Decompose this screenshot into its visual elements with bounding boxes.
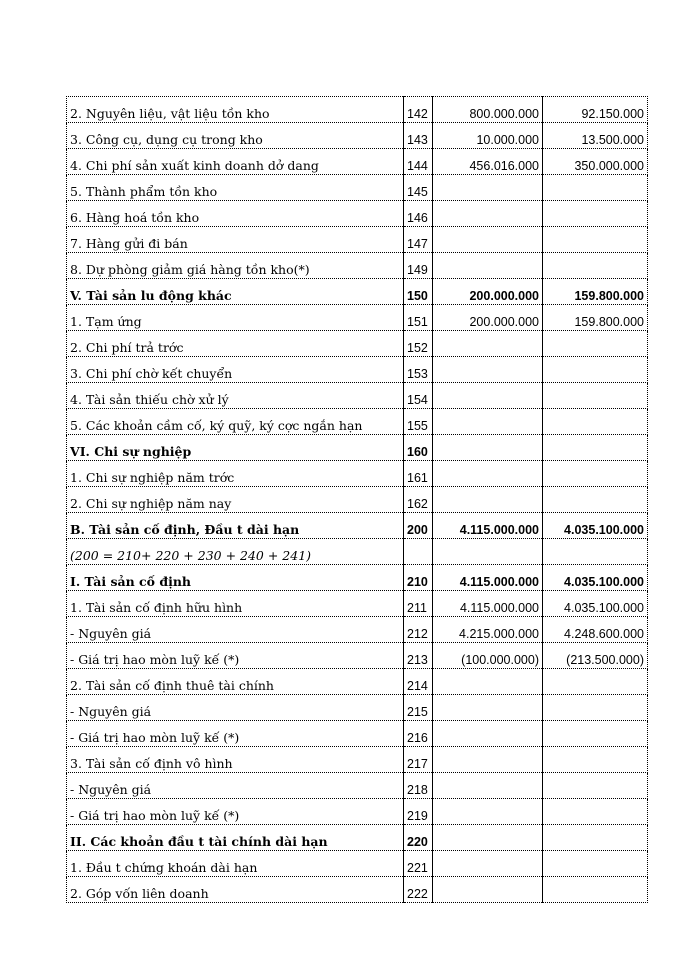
value-current-cell: 10.000.000 (433, 123, 543, 149)
item-name-cell: 3. Chi phí chờ kết chuyển (67, 357, 404, 383)
item-name-cell: 5. Thành phẩm tồn kho (67, 175, 404, 201)
value-current-cell (433, 825, 543, 851)
item-name-cell: - Giá trị hao mòn luỹ kế (*) (67, 721, 404, 747)
table-row (67, 877, 648, 903)
item-name-cell: 1. Chi sự nghiệp năm trớc (67, 461, 404, 487)
value-previous-cell (543, 487, 648, 513)
item-code-cell: 218 (404, 773, 433, 799)
table-row (67, 253, 648, 279)
item-name-cell: 2. Góp vốn liên doanh (67, 877, 404, 903)
value-previous-cell (543, 877, 648, 903)
item-name-cell: 6. Hàng hoá tồn kho (67, 201, 404, 227)
table-row (67, 643, 648, 669)
value-current-cell: 456.016.000 (433, 149, 543, 175)
item-name-cell: 3. Tài sản cố định vô hình (67, 747, 404, 773)
item-name-cell: - Nguyên giá (67, 617, 404, 643)
item-code-cell: 144 (404, 149, 433, 175)
table-row (67, 97, 648, 123)
item-code-cell: 217 (404, 747, 433, 773)
table-row (67, 383, 648, 409)
item-code-cell: 212 (404, 617, 433, 643)
item-code-cell: 155 (404, 409, 433, 435)
value-current-cell (433, 799, 543, 825)
item-code-cell: 162 (404, 487, 433, 513)
value-previous-cell (543, 539, 648, 565)
item-name-cell: V. Tài sản lu động khác (67, 279, 404, 305)
table-row (67, 357, 648, 383)
value-previous-cell (543, 227, 648, 253)
item-code-cell: 146 (404, 201, 433, 227)
table-row (67, 799, 648, 825)
value-current-cell (433, 721, 543, 747)
value-current-cell: 4.115.000.000 (433, 565, 543, 591)
value-previous-cell: 350.000.000 (543, 149, 648, 175)
item-code-cell: 149 (404, 253, 433, 279)
value-previous-cell: 13.500.000 (543, 123, 648, 149)
table-row (67, 435, 648, 461)
item-name-cell: - Giá trị hao mòn luỹ kế (*) (67, 643, 404, 669)
item-code-cell: 154 (404, 383, 433, 409)
item-name-cell: - Nguyên giá (67, 773, 404, 799)
item-name-cell: 1. Tạm ứng (67, 305, 404, 331)
table-row (67, 279, 648, 305)
table-row (67, 227, 648, 253)
value-current-cell (433, 539, 543, 565)
item-name-cell: - Nguyên giá (67, 695, 404, 721)
value-previous-cell: 92.150.000 (543, 97, 648, 123)
value-previous-cell: 159.800.000 (543, 305, 648, 331)
value-current-cell (433, 383, 543, 409)
value-current-cell (433, 747, 543, 773)
item-name-cell: 7. Hàng gửi đi bán (67, 227, 404, 253)
value-previous-cell: 4.035.100.000 (543, 565, 648, 591)
item-code-cell: 145 (404, 175, 433, 201)
value-current-cell (433, 669, 543, 695)
value-previous-cell (543, 331, 648, 357)
item-code-cell: 216 (404, 721, 433, 747)
value-current-cell (433, 227, 543, 253)
item-name-cell: - Giá trị hao mòn luỹ kế (*) (67, 799, 404, 825)
table-row (67, 617, 648, 643)
item-name-cell: 3. Công cụ, dụng cụ trong kho (67, 123, 404, 149)
item-code-cell (404, 539, 433, 565)
value-current-cell: 200.000.000 (433, 279, 543, 305)
value-previous-cell (543, 825, 648, 851)
value-previous-cell (543, 721, 648, 747)
value-current-cell (433, 201, 543, 227)
item-code-cell: 222 (404, 877, 433, 903)
value-current-cell (433, 331, 543, 357)
value-current-cell (433, 851, 543, 877)
value-current-cell: 800.000.000 (433, 97, 543, 123)
value-previous-cell: (213.500.000) (543, 643, 648, 669)
balance-sheet-table (66, 96, 648, 903)
item-code-cell: 161 (404, 461, 433, 487)
value-current-cell (433, 175, 543, 201)
item-name-cell: 2. Tài sản cố định thuê tài chính (67, 669, 404, 695)
table-row (67, 851, 648, 877)
value-current-cell: 4.115.000.000 (433, 513, 543, 539)
item-name-cell: 2. Nguyên liệu, vật liệu tồn kho (67, 97, 404, 123)
value-previous-cell (543, 773, 648, 799)
table-row (67, 747, 648, 773)
value-previous-cell: 4.248.600.000 (543, 617, 648, 643)
item-code-cell: 142 (404, 97, 433, 123)
value-previous-cell (543, 799, 648, 825)
item-code-cell: 211 (404, 591, 433, 617)
table-row (67, 721, 648, 747)
value-previous-cell (543, 747, 648, 773)
value-previous-cell (543, 383, 648, 409)
value-current-cell (433, 253, 543, 279)
table-row (67, 175, 648, 201)
table-row (67, 201, 648, 227)
table-row (67, 409, 648, 435)
table-row (67, 773, 648, 799)
item-code-cell: 221 (404, 851, 433, 877)
value-current-cell (433, 357, 543, 383)
value-current-cell: 4.215.000.000 (433, 617, 543, 643)
value-previous-cell (543, 695, 648, 721)
table-row (67, 461, 648, 487)
value-previous-cell: 4.035.100.000 (543, 591, 648, 617)
value-current-cell (433, 435, 543, 461)
item-code-cell: 219 (404, 799, 433, 825)
item-name-cell: VI. Chi sự nghiệp (67, 435, 404, 461)
value-previous-cell: 159.800.000 (543, 279, 648, 305)
value-previous-cell (543, 851, 648, 877)
value-current-cell (433, 409, 543, 435)
item-code-cell: 220 (404, 825, 433, 851)
item-name-cell: 1. Đầu t chứng khoán dài hạn (67, 851, 404, 877)
item-code-cell: 147 (404, 227, 433, 253)
table-row (67, 565, 648, 591)
table-row (67, 591, 648, 617)
value-previous-cell (543, 435, 648, 461)
value-previous-cell (543, 253, 648, 279)
value-previous-cell (543, 201, 648, 227)
item-name-cell: I. Tài sản cố định (67, 565, 404, 591)
value-current-cell (433, 487, 543, 513)
item-name-cell: (200 = 210+ 220 + 230 + 240 + 241) (67, 539, 404, 565)
table-row (67, 331, 648, 357)
value-previous-cell (543, 461, 648, 487)
item-name-cell: 2. Chi phí trả trớc (67, 331, 404, 357)
value-current-cell: 4.115.000.000 (433, 591, 543, 617)
value-current-cell (433, 461, 543, 487)
value-current-cell (433, 695, 543, 721)
table-row (67, 669, 648, 695)
item-name-cell: 8. Dự phòng giảm giá hàng tồn kho(*) (67, 253, 404, 279)
table-row (67, 513, 648, 539)
item-name-cell: 5. Các khoản cầm cố, ký quỹ, ký cợc ngắn hạn (67, 409, 404, 435)
value-previous-cell (543, 409, 648, 435)
table-row (67, 825, 648, 851)
table-row (67, 539, 648, 565)
item-code-cell: 143 (404, 123, 433, 149)
item-name-cell: 4. Chi phí sản xuất kinh doanh dở dang (67, 149, 404, 175)
item-code-cell: 200 (404, 513, 433, 539)
item-code-cell: 152 (404, 331, 433, 357)
value-current-cell: (100.000.000) (433, 643, 543, 669)
value-previous-cell (543, 175, 648, 201)
item-code-cell: 150 (404, 279, 433, 305)
value-current-cell (433, 773, 543, 799)
item-name-cell: 4. Tài sản thiếu chờ xử lý (67, 383, 404, 409)
item-name-cell: 1. Tài sản cố định hữu hình (67, 591, 404, 617)
item-name-cell: II. Các khoản đầu t tài chính dài hạn (67, 825, 404, 851)
table-row (67, 123, 648, 149)
item-code-cell: 213 (404, 643, 433, 669)
value-current-cell (433, 877, 543, 903)
item-code-cell: 160 (404, 435, 433, 461)
value-current-cell: 200.000.000 (433, 305, 543, 331)
item-code-cell: 210 (404, 565, 433, 591)
value-previous-cell: 4.035.100.000 (543, 513, 648, 539)
item-name-cell: B. Tài sản cố định, Đầu t dài hạn (67, 513, 404, 539)
item-name-cell: 2. Chi sự nghiệp năm nay (67, 487, 404, 513)
table-row (67, 695, 648, 721)
table-row (67, 149, 648, 175)
item-code-cell: 214 (404, 669, 433, 695)
value-previous-cell (543, 357, 648, 383)
table-row (67, 305, 648, 331)
value-previous-cell (543, 669, 648, 695)
item-code-cell: 215 (404, 695, 433, 721)
item-code-cell: 151 (404, 305, 433, 331)
balance-sheet-body (67, 97, 648, 903)
item-code-cell: 153 (404, 357, 433, 383)
table-row (67, 487, 648, 513)
